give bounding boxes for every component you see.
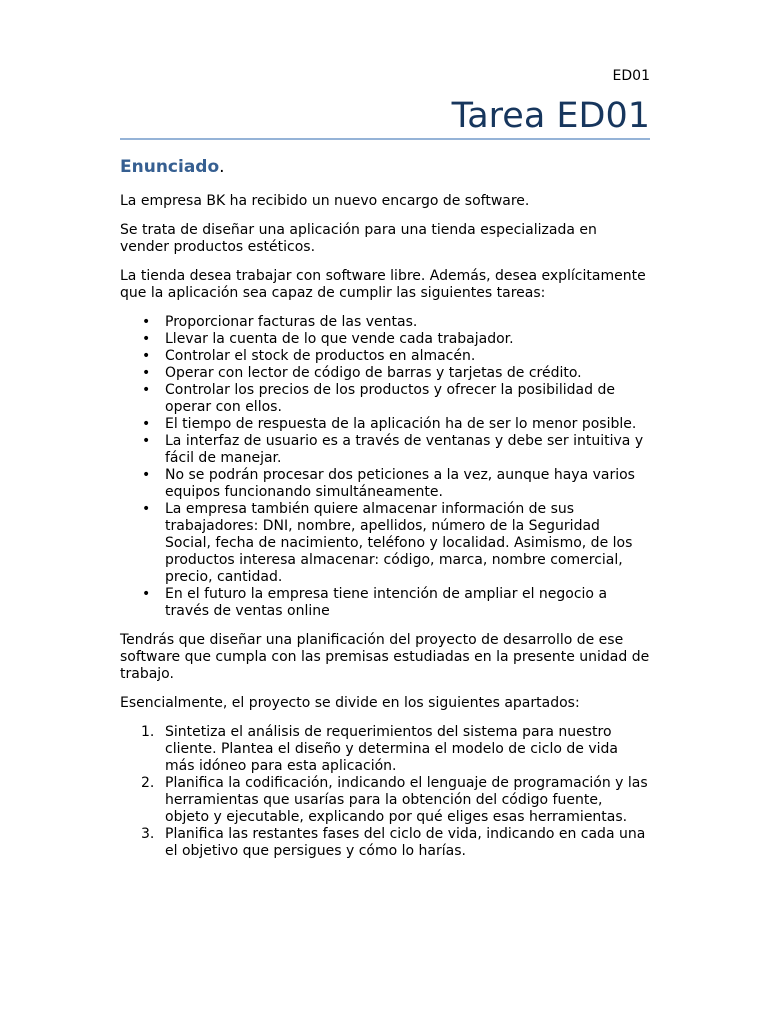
list-item-text: Llevar la cuenta de lo que vende cada trabajador. [165,331,514,347]
list-item [142,348,650,365]
section-heading-period: . [219,157,225,177]
list-item-text: Proporcionar facturas de las ventas. [165,314,418,330]
bullet-icon: • [142,314,151,330]
bullet-icon: • [142,467,151,483]
project-sections-list [120,724,650,860]
bullet-icon: • [142,348,151,364]
bullet-icon: • [142,365,151,381]
bullet-icon: • [142,416,151,432]
numbered-item-text: Planifica las restantes fases del ciclo de vida, indicando en cada una el objetivo que persigues y cómo lo harías. [165,826,646,859]
item-number: 1. [141,724,155,740]
list-item [142,586,650,620]
list-item-text: En el futuro la empresa tiene intención de ampliar el negocio a través de ventas online [165,586,608,619]
list-item [142,314,650,331]
paragraph: La empresa BK ha recibido un nuevo encargo de software. [120,193,530,209]
item-number: 3. [141,826,155,842]
list-item-text: No se podrán procesar dos peticiones a la vez, aunque haya varios equipos funcionando simultáneamente. [165,467,635,500]
list-item [142,501,650,586]
list-item [142,331,650,348]
bullet-icon: • [142,331,151,347]
section-heading-text: Enunciado [120,157,220,177]
numbered-item-text: Planifica la codificación, indicando el lenguaje de programación y las herramientas que usarías para la obtención del código fuente, objeto y ejecutable, explicando por qué eliges esas herramientas. [165,775,648,825]
list-item [142,365,650,382]
list-item [142,416,650,433]
paragraph: Se trata de diseñar una aplicación para una tienda especializada en vender productos estéticos. [120,222,597,255]
list-item [142,382,650,416]
section-heading [120,156,650,178]
document-body [120,156,650,860]
list-item-text: La interfaz de usuario es a través de ventanas y debe ser intuitiva y fácil de manejar. [165,433,644,466]
numbered-item [141,724,650,775]
bullet-icon: • [142,501,151,517]
list-item-text: El tiempo de respuesta de la aplicación ha de ser lo menor posible. [165,416,637,432]
bullet-icon: • [142,382,151,398]
paragraph: Esencialmente, el proyecto se divide en los siguientes apartados: [120,695,580,711]
item-number: 2. [141,775,155,791]
document-title: Tarea ED01 [451,96,650,136]
numbered-item [141,826,650,860]
list-item-text: Controlar el stock de productos en almacén. [165,348,476,364]
title-divider [120,138,650,140]
list-item-text: Controlar los precios de los productos y ofrecer la posibilidad de operar con ellos. [165,382,615,415]
list-item-text: La empresa también quiere almacenar información de sus trabajadores: DNI, nombre, apellidos, número de la Seguridad Social, fecha de nacimiento, teléfono y localidad. Asimismo, de los productos interesa almacenar: código, marca, nombre comercial, precio, cantidad. [165,501,633,585]
document-code: ED01 [612,68,650,84]
paragraph: Tendrás que diseñar una planificación del proyecto de desarrollo de ese software que cumpla con las premisas estudiadas en la presente unidad de trabajo. [120,632,650,682]
list-item-text: Operar con lector de código de barras y tarjetas de crédito. [165,365,582,381]
requirements-list [120,314,650,620]
list-item [142,467,650,501]
numbered-item-text: Sintetiza el análisis de requerimientos del sistema para nuestro cliente. Plantea el diseño y determina el modelo de ciclo de vida más idóneo para esta aplicación. [165,724,618,774]
numbered-item [141,775,650,826]
paragraph: La tienda desea trabajar con software libre. Además, desea explícitamente que la aplicación sea capaz de cumplir las siguientes tareas: [120,268,646,301]
bullet-icon: • [142,433,151,449]
bullet-icon: • [142,586,151,602]
list-item [142,433,650,467]
